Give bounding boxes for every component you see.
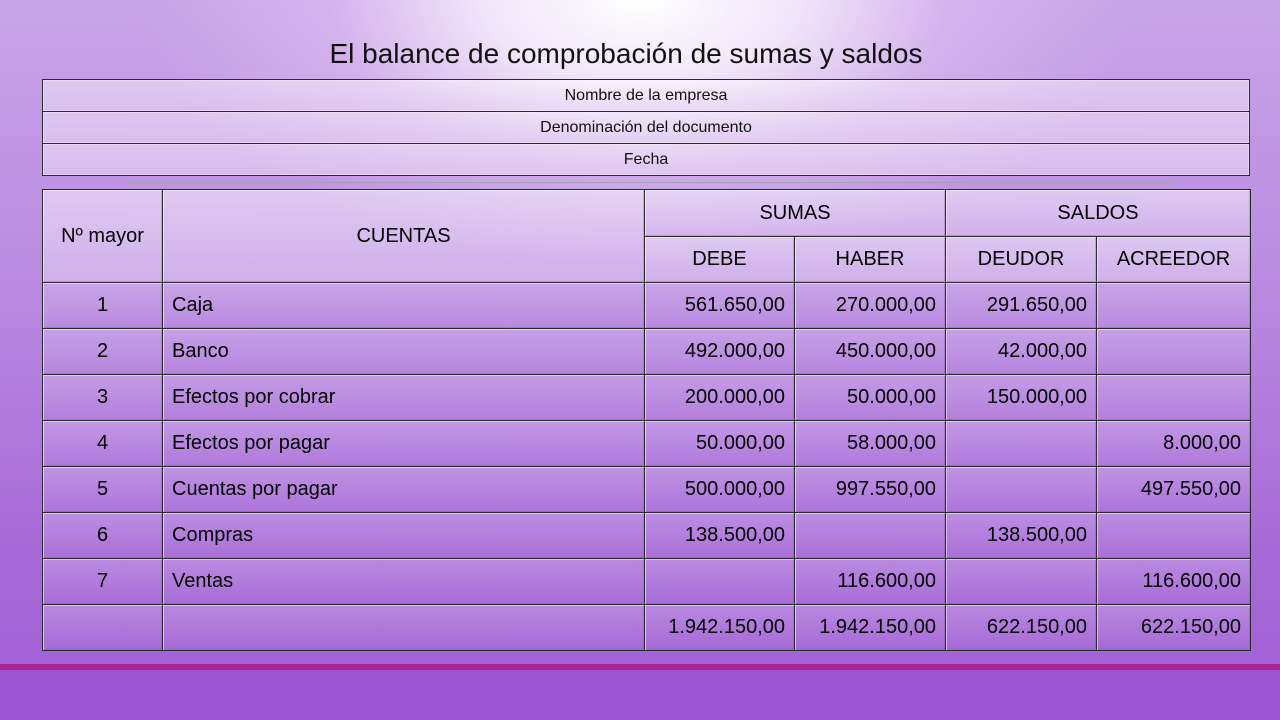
cell-deudor: 42.000,00 [946,329,1097,375]
cell-cuenta: Efectos por cobrar [163,375,645,421]
cell-acreedor [1097,513,1251,559]
cell-haber: 270.000,00 [795,283,946,329]
table-row [43,329,1251,375]
totals-cell-acreedor: 622.150,00 [1097,605,1251,651]
slide-title: El balance de comprobación de sumas y saldos [329,38,923,69]
table-row [43,421,1251,467]
cell-deudor [946,467,1097,513]
cell-deudor: 291.650,00 [946,283,1097,329]
column-group-saldos: SALDOS [946,190,1251,237]
cell-haber: 116.600,00 [795,559,946,605]
cell-acreedor: 8.000,00 [1097,421,1251,467]
header-row-date [43,144,1250,176]
totals-cell-haber: 1.942.150,00 [795,605,946,651]
cell-haber: 50.000,00 [795,375,946,421]
header-row-company [43,80,1250,112]
cell-cuenta: Cuentas por pagar [163,467,645,513]
totals-cell-debe: 1.942.150,00 [645,605,795,651]
totals-cell-cuenta [163,605,645,651]
column-header-deudor: DEUDOR [946,237,1097,283]
cell-deudor [946,559,1097,605]
company-name-cell: Nombre de la empresa [43,80,1250,112]
cell-cuenta: Efectos por pagar [163,421,645,467]
cell-debe: 492.000,00 [645,329,795,375]
cell-cuenta: Banco [163,329,645,375]
table-row [43,467,1251,513]
cell-cuenta: Caja [163,283,645,329]
header-row-document [43,112,1250,144]
cell-mayor: 6 [43,513,163,559]
cell-debe: 138.500,00 [645,513,795,559]
cell-acreedor [1097,283,1251,329]
cell-haber: 450.000,00 [795,329,946,375]
cell-acreedor: 116.600,00 [1097,559,1251,605]
company-header-table [42,79,1250,176]
cell-debe: 200.000,00 [645,375,795,421]
column-header-cuentas: CUENTAS [163,190,645,283]
column-header-acreedor: ACREEDOR [1097,237,1251,283]
cell-debe: 500.000,00 [645,467,795,513]
cell-mayor: 7 [43,559,163,605]
cell-mayor: 5 [43,467,163,513]
cell-mayor: 2 [43,329,163,375]
table-header-row-top [43,190,1251,237]
cell-haber [795,513,946,559]
cell-cuenta: Compras [163,513,645,559]
cell-cuenta: Ventas [163,559,645,605]
document-name-cell: Denominación del documento [43,112,1250,144]
column-header-haber: HABER [795,237,946,283]
cell-debe: 561.650,00 [645,283,795,329]
cell-acreedor: 497.550,00 [1097,467,1251,513]
cell-deudor [946,421,1097,467]
cell-acreedor [1097,329,1251,375]
cell-haber: 997.550,00 [795,467,946,513]
cell-deudor: 150.000,00 [946,375,1097,421]
cell-deudor: 138.500,00 [946,513,1097,559]
cell-debe: 50.000,00 [645,421,795,467]
cell-mayor: 3 [43,375,163,421]
column-group-sumas: SUMAS [645,190,946,237]
totals-cell-mayor [43,605,163,651]
cell-mayor: 4 [43,421,163,467]
cell-mayor: 1 [43,283,163,329]
table-row [43,283,1251,329]
table-row [43,375,1251,421]
table-row [43,513,1251,559]
column-header-mayor: Nº mayor [43,190,163,283]
balance-table [42,189,1251,651]
totals-cell-deudor: 622.150,00 [946,605,1097,651]
table-row [43,559,1251,605]
column-header-debe: DEBE [645,237,795,283]
separator-line [125,182,1173,183]
date-cell: Fecha [43,144,1250,176]
cell-debe [645,559,795,605]
cell-acreedor [1097,375,1251,421]
totals-row [43,605,1251,651]
cell-haber: 58.000,00 [795,421,946,467]
bottom-footer-area [0,670,1280,720]
